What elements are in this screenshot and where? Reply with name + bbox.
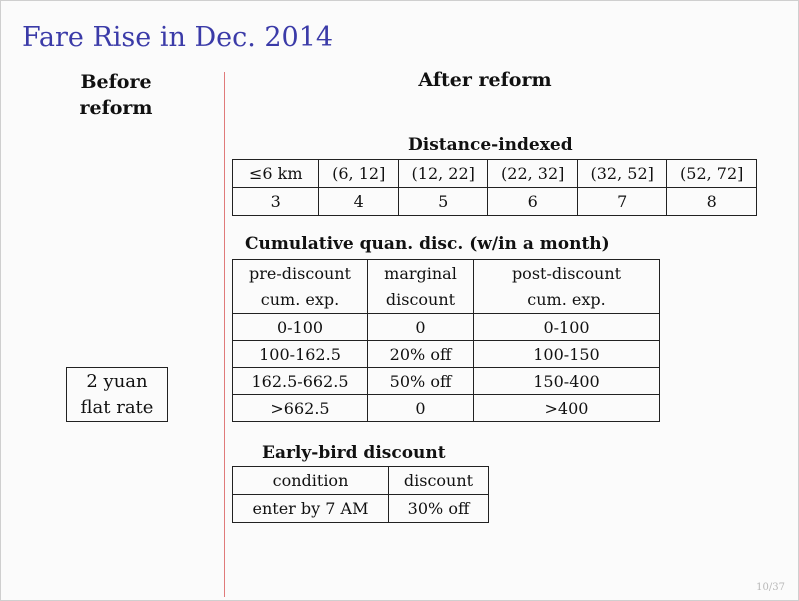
distance-cell: (32, 52] bbox=[577, 160, 666, 188]
table-row bbox=[233, 395, 660, 422]
slide-title: Fare Rise in Dec. 2014 bbox=[22, 22, 334, 53]
header-text: post-discount bbox=[511, 263, 622, 283]
early-bird-header-row bbox=[233, 467, 489, 495]
table-cell: 0 bbox=[368, 395, 474, 422]
table-cell: >662.5 bbox=[233, 395, 368, 422]
table-row bbox=[233, 314, 660, 341]
fare-cell: 6 bbox=[488, 188, 577, 216]
section-divider bbox=[224, 72, 225, 597]
fare-cell: 4 bbox=[319, 188, 399, 216]
table-cell: discount bbox=[389, 467, 489, 495]
table-cell: 0-100 bbox=[474, 314, 660, 341]
header-text: discount bbox=[385, 289, 456, 309]
table-row bbox=[233, 495, 489, 523]
after-reform-heading: After reform bbox=[418, 69, 552, 91]
table-cell: 100-150 bbox=[474, 341, 660, 368]
fare-cell: 7 bbox=[577, 188, 666, 216]
flat-rate-amount: 2 yuan bbox=[86, 371, 148, 392]
distance-cell: (52, 72] bbox=[667, 160, 757, 188]
header-text: pre-discount bbox=[249, 263, 351, 283]
early-bird-caption: Early-bird discount bbox=[262, 443, 446, 463]
table-cell: 0 bbox=[368, 314, 474, 341]
table-cell: >400 bbox=[474, 395, 660, 422]
distance-cell: (6, 12] bbox=[319, 160, 399, 188]
flat-rate-label: flat rate bbox=[80, 397, 154, 418]
fare-cell: 8 bbox=[667, 188, 757, 216]
fare-cell: 3 bbox=[233, 188, 319, 216]
table-row bbox=[233, 368, 660, 395]
distance-table-caption: Distance-indexed bbox=[408, 135, 573, 155]
header-text: marginal bbox=[384, 263, 457, 283]
table-cell: 150-400 bbox=[474, 368, 660, 395]
table-cell: 0-100 bbox=[233, 314, 368, 341]
header-text: cum. exp. bbox=[260, 289, 340, 309]
before-heading-line1: Before bbox=[80, 71, 152, 93]
page-number: 10/37 bbox=[756, 582, 785, 593]
fare-cell: 5 bbox=[398, 188, 487, 216]
table-cell: 50% off bbox=[368, 368, 474, 395]
table-cell: 100-162.5 bbox=[233, 341, 368, 368]
distance-header-row bbox=[233, 160, 757, 188]
distance-cell: ≤6 km bbox=[233, 160, 319, 188]
distance-fare-table bbox=[232, 159, 757, 216]
table-row bbox=[233, 341, 660, 368]
cumulative-table-caption: Cumulative quan. disc. (w/in a month) bbox=[245, 234, 610, 254]
header-post-discount bbox=[474, 260, 660, 314]
flat-rate-box bbox=[66, 367, 168, 422]
table-cell: 30% off bbox=[389, 495, 489, 523]
table-cell: condition bbox=[233, 467, 389, 495]
cumulative-discount-table bbox=[232, 259, 660, 422]
distance-cell: (22, 32] bbox=[488, 160, 577, 188]
distance-cell: (12, 22] bbox=[398, 160, 487, 188]
header-marginal-discount bbox=[368, 260, 474, 314]
before-heading-line2: reform bbox=[79, 97, 153, 119]
table-cell: enter by 7 AM bbox=[233, 495, 389, 523]
fare-value-row bbox=[233, 188, 757, 216]
table-cell: 162.5-662.5 bbox=[233, 368, 368, 395]
table-cell: 20% off bbox=[368, 341, 474, 368]
header-text: cum. exp. bbox=[527, 289, 606, 309]
cumulative-header-row bbox=[233, 260, 660, 314]
early-bird-table bbox=[232, 466, 489, 523]
before-reform-heading bbox=[62, 69, 170, 121]
header-pre-discount bbox=[233, 260, 368, 314]
